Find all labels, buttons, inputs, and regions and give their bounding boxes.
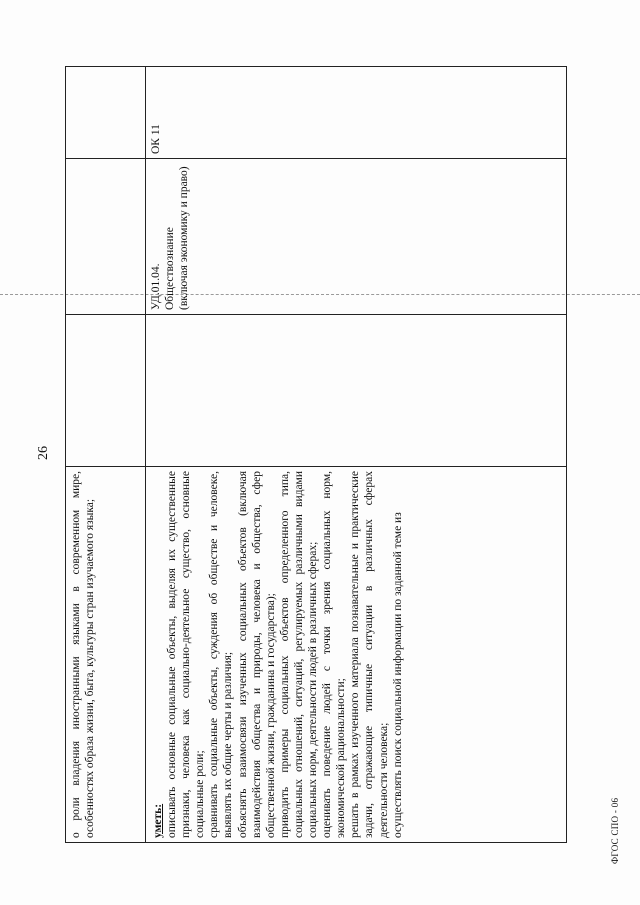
discipline-code: УД.01.04. [150,263,162,310]
skill-item: объяснять взаимосвязи изученных социальных объектов (включая взаимодействия общества и природы, человека и общества, сфер общественной жизни, гражданина и государства); [236,471,277,838]
empty-cell [146,315,567,467]
table-row [146,67,567,843]
discipline-title: Обществознание [164,227,177,310]
discipline-subtitle: (включая экономику и право) [178,166,191,310]
skills-cell [146,467,567,843]
empty-cell [66,67,146,159]
discipline-cell [146,159,567,315]
competency-cell [146,67,567,159]
skill-item: оценивать поведение людей с точки зрения социальных норм, экономической рациональности; [321,471,348,838]
competency-table [65,66,567,843]
competency-code: ОК 11 [150,124,162,154]
empty-cell [66,159,146,315]
skill-item: сравнивать социальные объекты, суждения об обществе и человеке, выявлять их общие черты и различия; [208,471,235,838]
table-row [66,67,146,843]
knowledge-text: о роли владения иностранными языками в современном мире, особенностях образа жизни, быта, культуры стран изучаемого языка; [70,471,97,838]
skill-item: осуществлять поиск социальной информации по заданной теме из [391,512,404,838]
empty-cell [66,315,146,467]
skill-item: описывать основные социальные объекты, выделяя их существенные признаки, человека как социально-деятельное существо, основные социальные роли; [166,471,207,838]
knowledge-cell [66,467,146,843]
skills-header: уметь: [152,803,164,838]
skill-item: решать в рамках изученного материала познавательные и практические задачи, отражающие типичные ситуации в различных сферах деятельности человека; [349,471,390,838]
page-number: 26 [36,446,51,460]
footer-code: ФГОС СПО - 06 [610,797,620,864]
skill-item: приводить примеры социальных объектов определенного типа, социальных отношений, ситуаций, регулируемых различными видами социальных норм, деятельности людей в различных сферах; [278,471,320,838]
